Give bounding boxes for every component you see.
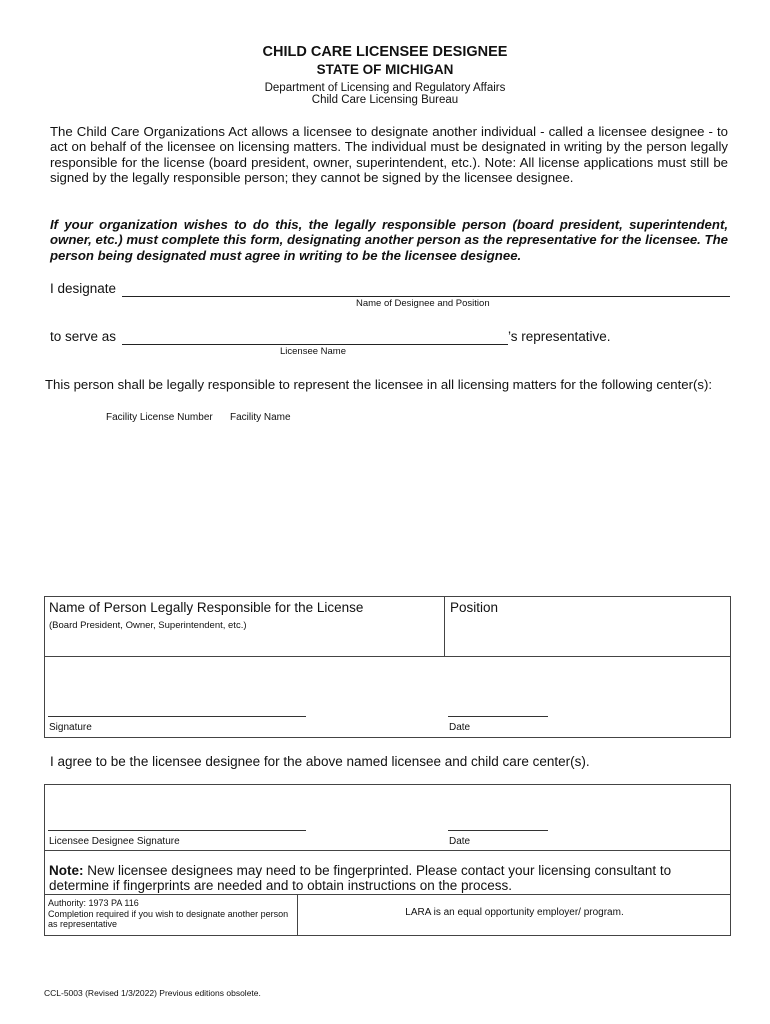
designate-label: I designate [50,281,117,296]
designee-signature-label: Licensee Designee Signature [49,836,180,847]
serve-label: to serve as [50,329,117,344]
note-text: New licensee designees may need to be fingerprinted. Please contact your licensing consultant to determine if fingerprints are needed and to obtain instructions on the process. [49,863,672,893]
facility-license-header: Facility License Number [106,412,213,423]
designee-date-field[interactable] [448,830,548,831]
position-divider [444,596,445,656]
representative-suffix: ’s representative. [508,329,611,344]
form-id: CCL-5003 (Revised 1/3/2022) Previous editions obsolete. [44,988,261,998]
footer-divider [44,894,731,895]
responsible-date-label: Date [449,722,471,733]
note-divider [44,850,731,851]
authority-text: Authority: 1973 PA 116 [48,898,139,908]
state-name: STATE OF MICHIGAN [316,62,454,77]
eeo-statement: LARA is an equal opportunity employer/ program. [405,907,624,918]
designee-date-label: Date [449,836,471,847]
instruction-paragraph: If your organization wishes to do this, the legally responsible person (board president, superintendent, owner, etc.) must complete this form, designating another person as the representative for the licensee. The person being designated must agree in writing to be the licensee designee. [50,217,728,263]
designee-signature-field[interactable] [48,830,306,831]
licensee-name-caption: Licensee Name [280,346,347,357]
facility-name-header: Facility Name [230,412,291,423]
bureau-name: Child Care Licensing Bureau [311,94,459,106]
position-label: Position [450,600,499,615]
responsible-name-hint: (Board President, Owner, Superintendent, etc.) [49,620,247,631]
agree-statement: I agree to be the licensee designee for the above named licensee and child care center(s). [50,754,590,769]
fingerprint-note [49,863,729,893]
centers-statement: This person shall be legally responsible to represent the licensee in all licensing matters for the following center(s): [45,377,713,392]
department-name: Department of Licensing and Regulatory Affairs [264,82,506,94]
authority-block [48,898,294,930]
completion-text: Completion required if you wish to designate another person as representative [48,908,289,929]
responsible-date-field[interactable] [448,716,548,717]
responsible-divider [44,656,731,657]
signature-label: Signature [49,722,92,733]
responsible-signature-field[interactable] [48,716,306,717]
designee-name-caption: Name of Designee and Position [356,298,490,309]
responsible-name-label: Name of Person Legally Responsible for the License [49,600,364,615]
intro-paragraph: The Child Care Organizations Act allows a licensee to designate another individual - called a licensee designee - to act on behalf of the licensee on licensing matters. The individual must be designated in writing by the person legally responsible for the license (board president, owner, superintendent, etc.). Note: All license applications must still be signed by the legally responsible person; they cannot be signed by the licensee designee. [50,124,728,186]
note-bold-label: Note: [49,863,84,878]
designee-name-field[interactable] [122,296,730,297]
licensee-name-field[interactable] [122,344,508,345]
form-title: CHILD CARE LICENSEE DESIGNEE [262,44,508,60]
